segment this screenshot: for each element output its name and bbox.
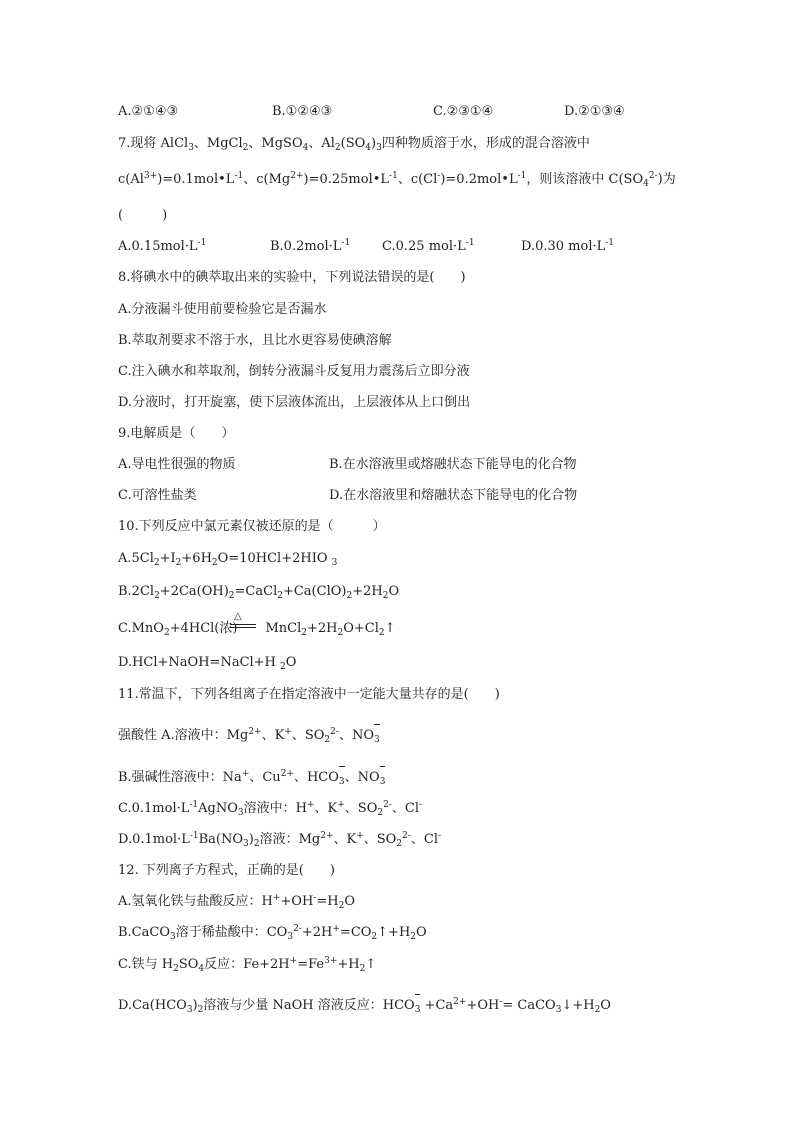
q11-stem: 11.常温下，下列各组离子在指定溶液中一定能大量共存的是( )	[118, 687, 500, 702]
q10-stem: 10.下列反应中氯元素仅被还原的是（ ）	[118, 519, 386, 534]
q6-option-d: D.②①③④	[564, 104, 625, 119]
q9-option-d: D.在水溶液里和熔融状态下能导电的化合物	[329, 488, 578, 503]
q8-option-d: D.分液时，打开旋塞，使下层液体流出，上层液体从上口倒出	[118, 395, 471, 410]
q10-option-a: $A.5Cl_2+I_2+6H_2O=10HCl+2HIO$ $_3$	[118, 551, 338, 568]
q10-option-c: C.MnO$_2$+4HCl(浓) $MnCl_2+2H_2O+Cl_2↑$	[118, 621, 396, 638]
q7-option-a: $A.0.15mol\cdot L^{-1}$	[118, 238, 207, 254]
q9-option-c: C.可溶性盐类	[118, 488, 197, 503]
q6-option-a: A.②①④③	[118, 104, 179, 119]
q12-option-b: B.CaCO$_3$溶于稀盐酸中：$CO_3^{2-}+2H^+=CO_2↑+H_2O$	[118, 924, 427, 942]
heat-delta-symbol: △	[234, 611, 242, 622]
q11-option-a: 强酸性 A.溶液中：$Mg^{2+}$、K+、$SO_2^{2-}$、NO3	[118, 727, 380, 745]
q12-stem: 12. 下列离子方程式，正确的是( )	[118, 863, 335, 878]
q10-option-b: $B.2Cl_2+2Ca(OH)_2=CaCl_2+Ca(ClO)_2+2H_2O$	[118, 584, 400, 601]
q7-answer-bracket: ( )	[118, 208, 168, 223]
q10-option-d: D.HCl+NaOH=NaCl+H $_2$O	[118, 655, 297, 672]
q12-option-d: $D.Ca(HCO_3)_2$溶液与少量 NaOH 溶液反应：$HCO3 +Ca^{2+}+OH^-=$ $CaCO_3↓+H_2O$	[118, 997, 611, 1015]
q7-option-d: D.0.30 $mol\cdot L^{-1}$	[521, 238, 615, 254]
q7-option-b: $B.0.2mol\cdot L^{-1}$	[270, 238, 351, 254]
q8-option-c: C.注入碘水和萃取剂，倒转分液漏斗反复用力震荡后立即分液	[118, 364, 470, 379]
q12-option-a: A.氢氧化铁与盐酸反应：$H^++OH^-=H_2O$	[118, 893, 355, 911]
q9-stem: 9.电解质是（ ）	[118, 426, 235, 441]
q8-option-a: A.分液漏斗使用前要检验它是否漏水	[118, 302, 327, 317]
q11-option-d: $D.0.1mol\cdot L^{-1}Ba(NO_3)_2$溶液：$Mg^{2+}$、K+、$SO_2^{2-}$、Cl-	[118, 831, 442, 849]
q8-stem: 8.将碘水中的碘萃取出来的实验中，下列说法错误的是( )	[118, 270, 466, 285]
q6-option-b: B.①②④③	[272, 104, 333, 119]
q12-option-c: C.铁与 $H_2SO_4$反应：$Fe+2H^+=Fe^{3+}+H_2↑$	[118, 956, 377, 974]
q9-option-b: B.在水溶液里或熔融状态下能导电的化合物	[329, 457, 577, 472]
q6-option-c: C.②③①④	[433, 104, 494, 119]
q7-stem-line2: $c(Al^{3+})=0.1mol•L^{-1}$、$c(Mg^{2+})=0.25mol•L^{-1}$、$c(Cl^-)=0.2mol•L^{-1}$，则该溶液中 $C(SO_4^{2-})$为	[118, 171, 676, 189]
q7-option-c: C.0.25 $mol\cdot L^{-1}$	[382, 238, 475, 254]
q11-option-b: B.强碱性溶液中：Na+、$Cu^{2+}$、HCO3、NO3	[118, 769, 386, 787]
q9-option-a: A.导电性很强的物质	[118, 457, 236, 472]
q7-stem-line1: 7.现将 AlCl$_3$、MgCl$_2$、MgSO$_4$、$Al_2(SO_4)_3$四种物质溶于水，形成的混合溶液中	[118, 136, 590, 153]
q11-option-c: $C.0.1mol\cdot L^{-1}AgNO_3$溶液中：H+、K+、$SO_2^{2-}$、Cl-	[118, 800, 423, 818]
q8-option-b: B.萃取剂要求不溶于水，且比水更容易使碘溶解	[118, 333, 392, 348]
